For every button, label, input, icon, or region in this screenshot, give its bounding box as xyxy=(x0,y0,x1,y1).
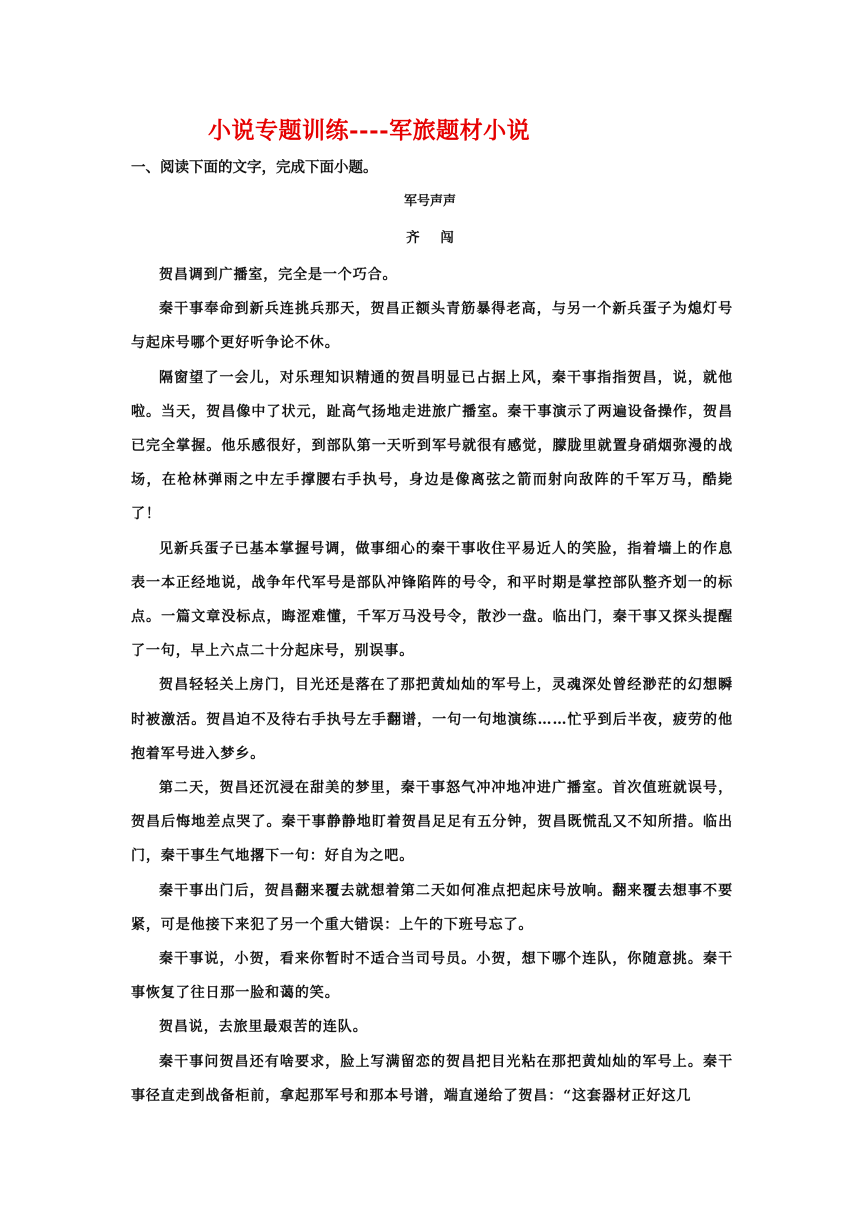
paragraph: 第二天，贺昌还沉浸在甜美的梦里，秦干事怒气冲冲地冲进广播室。首次值班就误号，贺昌后悔地差点哭了。秦干事静静地盯着贺昌足足有五分钟，贺昌既慌乱又不知所措。临出门，秦干事生气地撂下一句：好自为之吧。 xyxy=(131,780,733,865)
paragraph: 见新兵蛋子已基本掌握号调，做事细心的秦干事收住平易近人的笑脸，指着墙上的作息表一本正经地说，战争年代军号是部队冲锋陷阵的号令，和平时期是掌控部队整齐划一的标点。一篇文章没标点，晦涩难懂，千军万马没号令，散沙一盘。临出门，秦干事又探头提醒了一句，早上六点二十分起床号，别误事。 xyxy=(131,540,733,660)
paragraph: 贺昌调到广播室，完全是一个巧合。 xyxy=(159,267,398,283)
paragraph: 贺昌轻轻关上房门，目光还是落在了那把黄灿灿的军号上，灵魂深处曾经渺茫的幻想瞬时被激活。贺昌迫不及待右手执号左手翻谱，一句一句地演练……忙乎到后半夜，疲劳的他抱着军号进入梦乡。 xyxy=(131,677,733,762)
document-title: 小说专题训练----军旅题材小说 xyxy=(208,117,531,144)
paragraph: 秦干事奉命到新兵连挑兵那天，贺昌正额头青筋暴得老高，与另一个新兵蛋子为熄灯号与起床号哪个更好听争论不休。 xyxy=(131,301,733,352)
story-author: 齐 闯 xyxy=(406,230,462,246)
paragraph: 秦干事说，小贺，看来你暂时不适合当司号员。小贺，想下哪个连队，你随意挑。秦干事恢复了往日那一脸和蔼的笑。 xyxy=(131,951,733,1002)
paragraph: 隔窗望了一会儿，对乐理知识精通的贺昌明显已占据上风，秦干事指指贺昌，说，就他啦。当天，贺昌像中了状元，趾高气扬地走进旅广播室。秦干事演示了两遍设备操作，贺昌已完全掌握。他乐感很好，到部队第一天听到军号就很有感觉，朦胧里就置身硝烟弥漫的战场，在枪林弹雨之中左手撑腰右手执号，身边是像离弦之箭而射向敌阵的千军万马，酷毙了！ xyxy=(131,369,733,523)
question-prompt: 一、阅读下面的文字，完成下面小题。 xyxy=(131,159,378,176)
paragraph: 秦干事问贺昌还有啥要求，脸上写满留恋的贺昌把目光粘在那把黄灿灿的军号上。秦干事径直走到战备柜前，拿起那军号和那本号谱，端直递给了贺昌：“这套器材正好这几 xyxy=(131,1053,733,1104)
paragraph: 贺昌说，去旅里最艰苦的连队。 xyxy=(159,1019,368,1036)
paragraph: 秦干事出门后，贺昌翻来覆去就想着第二天如何准点把起床号放响。翻来覆去想事不要紧，可是他接下来犯了另一个重大错误：上午的下班号忘了。 xyxy=(131,882,733,933)
story-body xyxy=(131,258,733,1113)
story-title: 军号声声 xyxy=(403,194,456,209)
